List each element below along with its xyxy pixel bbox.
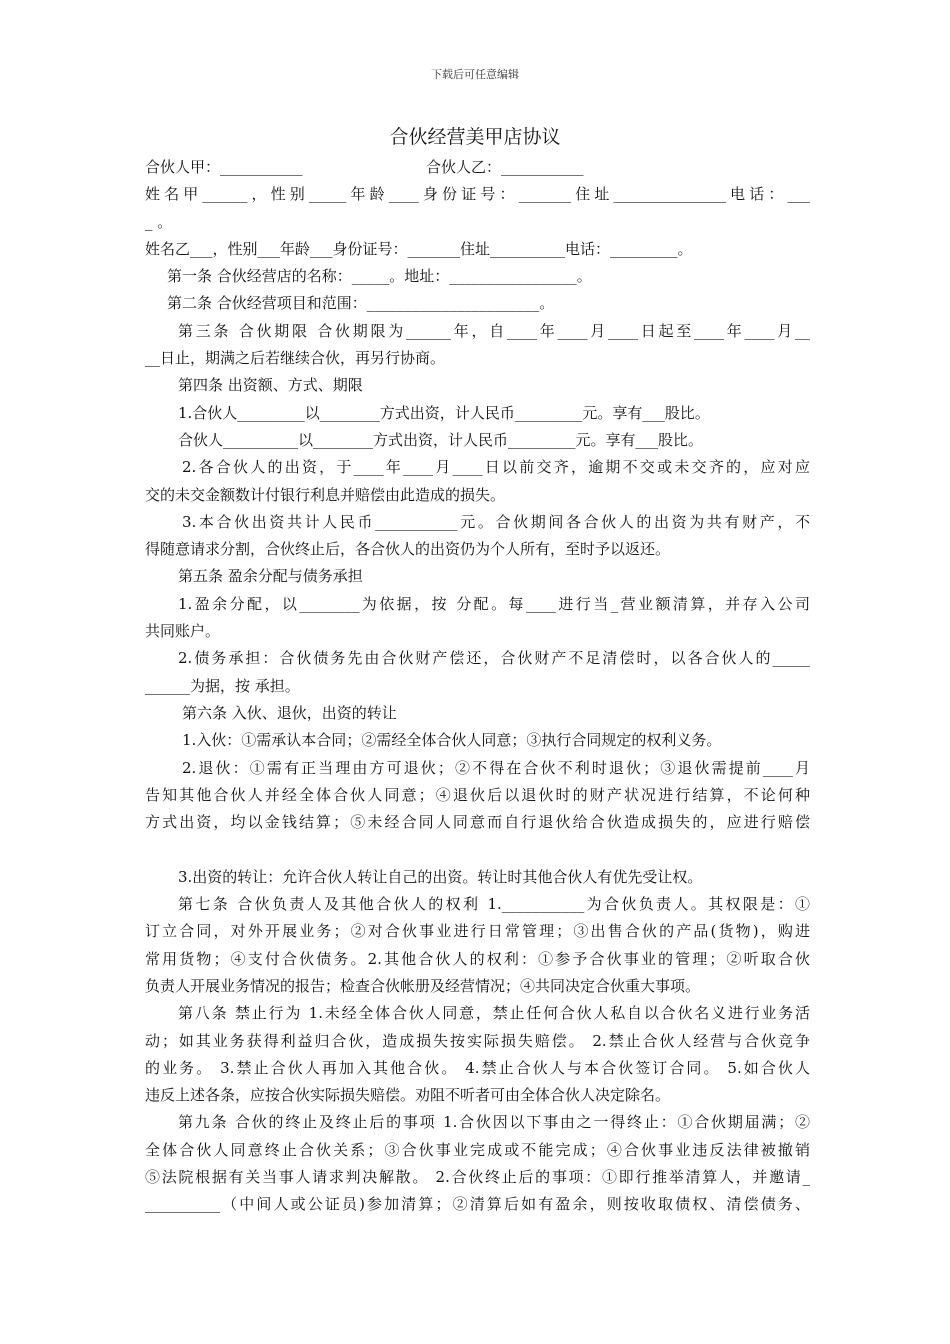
article-4-item-2-cont: 交的未交金额数计付银行利息并赔偿由此造成的损失。: [145, 485, 506, 504]
article-5-item-1: 1.盈余分配，以________为依据，按 分配。每____进行当_营业额清算，并存入公司: [178, 594, 810, 613]
article-5-item-2: 2.债务承担：合伙债务先由合伙财产偿还，合伙财产不足清偿时，以各合伙人的_____: [178, 649, 810, 668]
article-6-heading: 第六条 入伙、退伙，出资的转让: [182, 703, 397, 722]
party-b-label: 合伙人乙：___________: [426, 158, 584, 176]
article-7-cont1: 订立合同，对外开展业务；②对合伙事业进行日常管理；③出售合伙的产品(货物)，购进: [145, 922, 810, 941]
article-7: 第七条 合伙负责人及其他合伙人的权利 1.___________为合伙负责人。其权限是：①: [178, 895, 810, 914]
parties-line: [145, 154, 810, 181]
article-9-cont1: 全体合伙人同意终止合伙关系；③合伙事业完成或不能完成；④合伙事业违反法律被撤销: [145, 1140, 810, 1159]
party-b-info: 姓名乙___，性别___年龄___身份证号：_______住址__________电话：_________。: [145, 239, 693, 258]
blank-line: [145, 836, 810, 863]
article-5-item-1-cont: 共同账户。: [145, 622, 221, 641]
article-8-cont3: 违反上述各条，应按合伙实际损失赔偿。劝阻不听者可由全体合伙人决定除名。: [145, 1086, 671, 1105]
article-6-item-2: 2.退伙：①需有正当理由方可退伙；②不得在合伙不利时退伙；③退伙需提前____月: [182, 758, 810, 777]
article-7-cont3: 负责人开展业务情况的报告；检查合伙帐册及经营情况；④共同决定合伙重大事项。: [145, 976, 701, 995]
party-a-info: 姓名甲______，性别_____年龄____身份证号：_______住址_______________电话：___: [145, 185, 810, 204]
party-a-info-cont: _ 。: [145, 212, 173, 231]
article-4-item-3: 3.本合伙出资共计人民币___________元。合伙期间各合伙人的出资为共有财产，不: [182, 512, 810, 531]
page-header: 下载后可任意编辑: [431, 68, 519, 81]
article-8-cont2: 的业务。 3.禁止合伙人再加入其他合伙。 4.禁止合伙人与本合伙签订合同。 5.如合伙人: [145, 1058, 810, 1077]
article-4-heading: 第四条 出资额、方式、期限: [178, 376, 363, 395]
article-6-item-3: 3.出资的转让：允许合伙人转让自己的出资。转让时其他合伙人有优先受让权。: [178, 867, 703, 886]
article-9-cont2: ⑤法院根据有关当事人请求判决解散。 2.合伙终止后的事项：①即行推举清算人，并邀请_: [145, 1167, 810, 1186]
article-3-cont: __日止，期满之后若继续合伙，再另行协商。: [145, 349, 446, 368]
article-9: 第九条 合伙的终止及终止后的事项 1.合伙因以下事由之一得终止：①合伙期届满；②: [178, 1113, 810, 1132]
article-7-cont2: 常用货物；④支付合伙债务。2.其他合伙人的权利：①参予合伙事业的管理；②听取合伙: [145, 949, 810, 968]
article-6-item-1: 1.入伙：①需承认本合同；②需经全体合伙人同意；③执行合同规定的权利义务。: [182, 731, 722, 750]
document-body: [145, 154, 810, 1219]
article-4-item-3-cont: 得随意请求分割，合伙终止后，各合伙人的出资仍为个人所有，至时予以返还。: [145, 540, 671, 559]
article-1: 第一条 合伙经营店的名称：_____。地址：_________________。: [167, 267, 592, 286]
party-a-label: 合伙人甲：___________: [145, 158, 303, 176]
article-8-cont1: 动；如其业务获得利益归合伙，造成损失按实际损失赔偿。 2.禁止合伙人经营与合伙竞争: [145, 1031, 810, 1050]
article-5-heading: 第五条 盈余分配与债务承担: [178, 567, 363, 586]
article-8: 第八条 禁止行为 1.未经全体合伙人同意，禁止任何合伙人私自以合伙名义进行业务活: [178, 1004, 810, 1023]
article-9-cont3: __________（中间人或公证员)参加清算；②清算后如有盈余，则按收取债权、清偿债务、: [145, 1195, 810, 1214]
document-title: 合伙经营美甲店协议: [389, 126, 561, 148]
article-4-item-1a: 1.合伙人_________以________方式出资，计人民币_________元。享有___股比。: [178, 403, 710, 422]
article-2: 第二条 合伙经营项目和范围：_______________________。: [167, 294, 555, 313]
article-3: 第三条 合伙期限 合伙期限为______年，自____年____月____日起至____年____月__: [178, 321, 810, 340]
article-5-item-2-cont: ______为据，按 承担。: [145, 676, 300, 695]
article-4-item-1b: 合伙人__________以________方式出资，计人民币_________元。享有___股比。: [178, 430, 704, 449]
article-6-item-2-cont2: 方式出资，均以金钱结算；⑤未经合同人同意而自行退伙给合伙造成损失的，应进行赔偿: [145, 813, 810, 832]
article-4-item-2: 2.各合伙人的出资，于____年____月____日以前交齐，逾期不交或未交齐的，应对应: [182, 458, 810, 477]
article-6-item-2-cont1: 告知其他合伙人并经全体合伙人同意；④退伙后以退伙时的财产状况进行结算，不论何种: [145, 785, 810, 804]
